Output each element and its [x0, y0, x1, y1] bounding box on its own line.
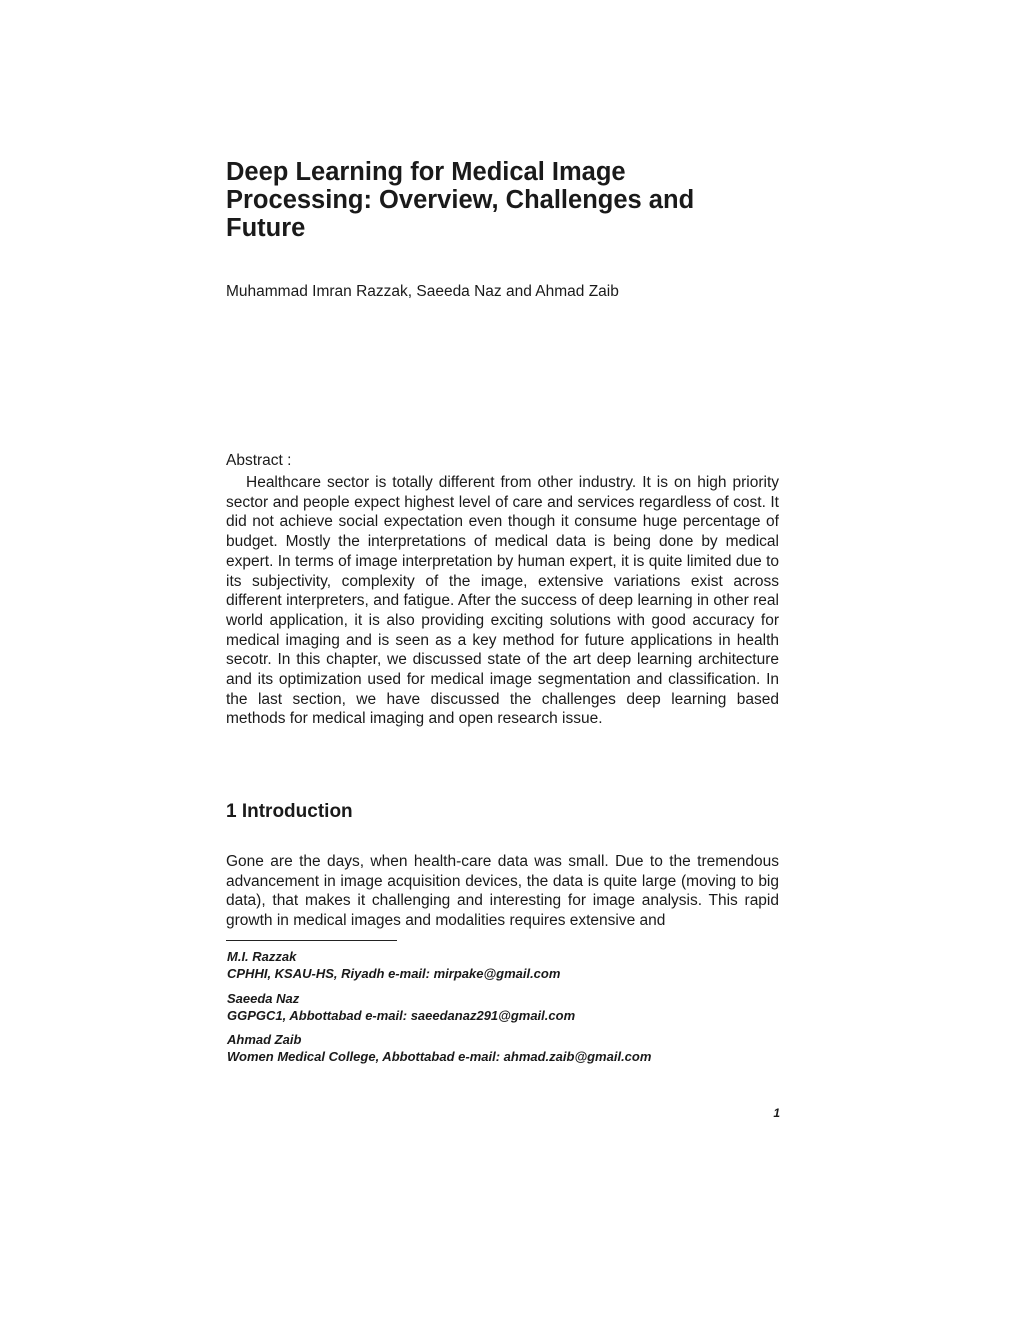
section-heading-introduction: 1 Introduction [226, 801, 353, 822]
page-number: 1 [773, 1106, 780, 1120]
footnote-author-name: M.I. Razzak [227, 949, 297, 964]
footnote-author-3 [227, 1031, 651, 1065]
footnote-author-affiliation: Women Medical College, Abbottabad e-mail: ahmad.zaib@gmail.com [227, 1049, 652, 1064]
footnote-author-name: Ahmad Zaib [227, 1032, 302, 1047]
abstract-text: Healthcare sector is totally different from other industry. It is on high priority sector and people expect highest level of care and services regardless of cost. It did not achieve social expectation even though it consume huge percentage of budget. Mostly the interpretations of medical data is being done by medical expert. In terms of image interpretation by human expert, it is quite limited due to its subjectivity, complexity of the image, extensive variations exist across different interpreters, and fatigue. After the success of deep learning in other real world application, it is also providing exciting solutions with good accuracy for medical imaging and is seen as a key method for future applications in health secotr. In this chapter, we discussed state of the art deep learning architecture and its optimization used for medical image segmentation and classification. In the last section, we have discussed the challenges deep learning based methods for medical imaging and open research issue. [226, 474, 779, 728]
abstract-label: Abstract : [226, 452, 292, 469]
footnote-author-1 [227, 948, 560, 982]
footnote-author-name: Saeeda Naz [227, 991, 300, 1006]
introduction-text: Gone are the days, when health-care data was small. Due to the tremendous advancement in image acquisition devices, the data is quite large (moving to big data), that makes it challenging and interesting for image analysis. This rapid growth in medical images and modalities requires extensive and [226, 853, 779, 930]
paper-title [226, 158, 746, 242]
footnote-divider [226, 940, 397, 941]
paper-title-line: Processing: Overview, Challenges and [226, 186, 695, 214]
paper-title-line: Deep Learning for Medical Image [226, 158, 626, 186]
footnote-author-2 [227, 990, 575, 1024]
paper-title-line: Future [226, 214, 306, 242]
footnote-author-affiliation: GGPGC1, Abbottabad e-mail: saeedanaz291@gmail.com [227, 1008, 576, 1023]
author-list: Muhammad Imran Razzak, Saeeda Naz and Ahmad Zaib [226, 283, 619, 300]
footnote-author-affiliation: CPHHI, KSAU-HS, Riyadh e-mail: mirpake@gmail.com [227, 966, 561, 981]
